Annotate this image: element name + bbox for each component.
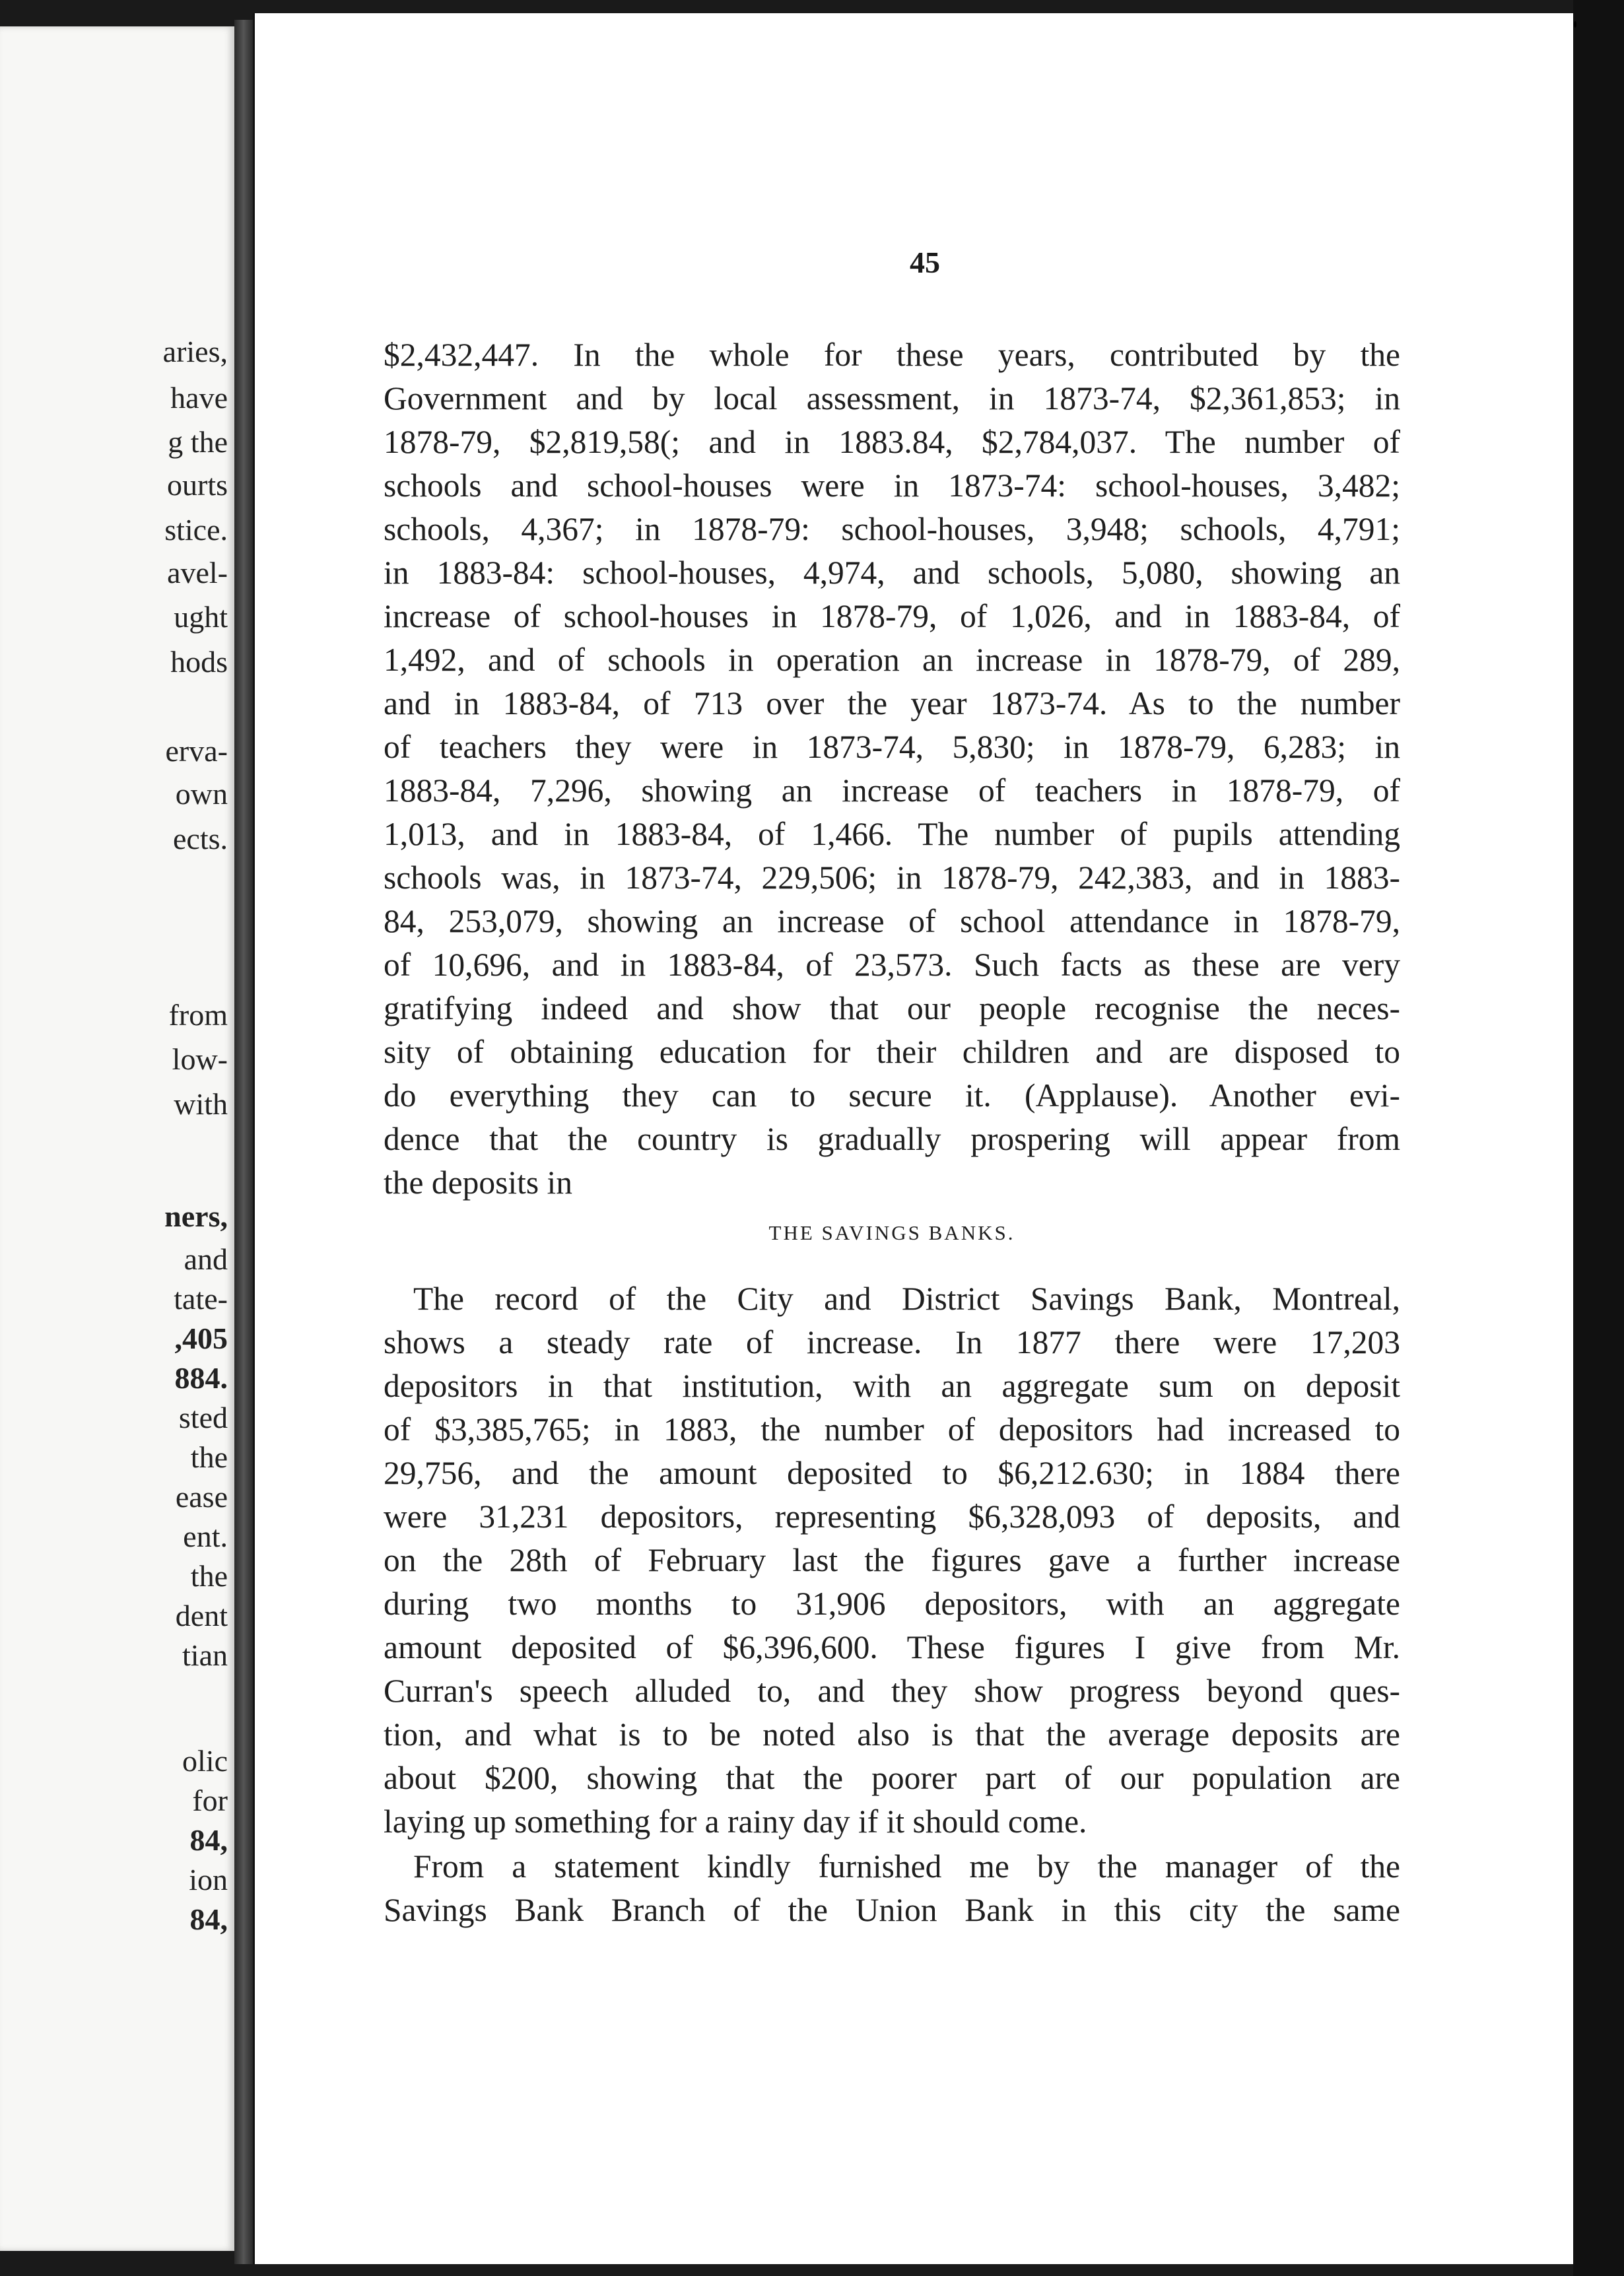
facing-page-fragment: from (168, 998, 228, 1032)
text-line: in 1883-84: school-houses, 4,974, and schools, 5,080, showing an (384, 554, 1400, 591)
facing-page-fragment: low- (172, 1042, 228, 1076)
text-line: schools, 4,367; in 1878-79: school-houses, 3,948; schools, 4,791; (384, 511, 1400, 547)
page (253, 13, 1573, 2264)
facing-page-fragment: ,405 (174, 1322, 228, 1355)
facing-page-fragment: ners, (164, 1199, 228, 1233)
facing-page-fragment: stice. (164, 513, 228, 547)
text-line: amount deposited of $6,396,600. These figures I give from Mr. (384, 1629, 1400, 1665)
facing-page-fragment: tate- (174, 1282, 228, 1316)
text-line: Government and by local assessment, in 1873-74, $2,361,853; in (384, 380, 1400, 417)
facing-page (0, 26, 234, 2251)
text-line: 1878-79, $2,819,58(; and in 1883.84, $2,784,037. The number of (384, 424, 1400, 460)
text-line: were 31,231 depositors, representing $6,328,093 of deposits, and (384, 1498, 1400, 1535)
text-line: dence that the country is gradually prospering will appear from (384, 1121, 1400, 1157)
facing-page-fragment: olic (182, 1744, 228, 1778)
facing-page-fragment: 84, (189, 1823, 228, 1857)
text-line: 1883-84, 7,296, showing an increase of teachers in 1878-79, of (384, 772, 1400, 809)
facing-page-text (0, 26, 234, 2251)
text-line: 1,013, and in 1883-84, of 1,466. The number of pupils attending (384, 816, 1400, 852)
paragraph-union-bank (384, 1845, 1400, 1932)
paragraph-savings-banks (384, 1277, 1400, 1844)
facing-page-fragment: erva- (165, 734, 228, 768)
scan-border (1573, 0, 1624, 2276)
facing-page-fragment: have (170, 381, 228, 415)
text-line: sity of obtaining education for their children and are disposed to (384, 1034, 1400, 1070)
facing-page-fragment: hods (170, 645, 228, 679)
text-line: 1,492, and of schools in operation an increase in 1878-79, of 289, (384, 642, 1400, 678)
text-line: of 10,696, and in 1883-84, of 23,573. Such facts as these are very (384, 947, 1400, 983)
text-line: about $200, showing that the poorer part of our population are (384, 1760, 1400, 1796)
book-gutter (234, 20, 253, 2264)
facing-page-fragment: avel- (167, 556, 228, 589)
text-line: $2,432,447. In the whole for these years, contributed by the (384, 337, 1400, 373)
facing-page-fragment: own (175, 777, 228, 811)
facing-page-fragment: the (190, 1559, 228, 1593)
scan-speck (1574, 21, 1576, 28)
text-line: 29,756, and the amount deposited to $6,212.630; in 1884 there (384, 1455, 1400, 1491)
text-line: increase of school-houses in 1878-79, of 1,026, and in 1883-84, of (384, 598, 1400, 634)
facing-page-fragment: ent. (183, 1520, 228, 1553)
facing-page-fragment: aries, (162, 335, 228, 368)
text-line: Curran's speech alluded to, and they show progress beyond ques- (384, 1673, 1400, 1709)
facing-page-fragment: ourts (167, 468, 228, 502)
text-line: gratifying indeed and show that our people recognise the neces- (384, 990, 1400, 1026)
facing-page-fragment: with (174, 1087, 228, 1121)
section-heading: THE SAVINGS BANKS. (768, 1221, 1015, 1244)
text-line: during two months to 31,906 depositors, with an aggregate (384, 1586, 1400, 1622)
facing-page-fragment: ects. (172, 822, 228, 855)
facing-page-fragment: ion (189, 1863, 228, 1896)
facing-page-fragment: g the (168, 425, 228, 459)
text-line: tion, and what is to be noted also is that the average deposits are (384, 1716, 1400, 1753)
text-line: the deposits in (384, 1164, 572, 1201)
facing-page-fragment: 84, (189, 1902, 228, 1936)
text-line: shows a steady rate of increase. In 1877 there were 17,203 (384, 1324, 1400, 1360)
text-line: schools was, in 1873-74, 229,506; in 1878-79, 242,383, and in 1883- (384, 859, 1400, 896)
facing-page-fragment: for (192, 1784, 228, 1817)
page-number: 45 (910, 246, 940, 279)
text-line: 84, 253,079, showing an increase of school attendance in 1878-79, (384, 903, 1400, 939)
facing-page-fragment: and (184, 1242, 228, 1276)
facing-page-fragment: ught (174, 600, 228, 634)
facing-page-fragment: 884. (174, 1361, 228, 1395)
text-line: and in 1883-84, of 713 over the year 1873-74. As to the number (384, 685, 1400, 721)
facing-page-fragment: sted (178, 1401, 228, 1434)
paragraph-education (384, 333, 1400, 1205)
text-line: depositors in that institution, with an aggregate sum on deposit (384, 1368, 1400, 1404)
text-line: laying up something for a rainy day if it should come. (384, 1803, 1087, 1840)
text-line: of teachers they were in 1873-74, 5,830; in 1878-79, 6,283; in (384, 729, 1400, 765)
text-line: The record of the City and District Savings Bank, Montreal, (413, 1281, 1400, 1317)
text-line: From a statement kindly furnished me by the manager of the (413, 1848, 1400, 1885)
text-line: do everything they can to secure it. (Applause). Another evi- (384, 1077, 1400, 1114)
text-line: on the 28th of February last the figures gave a further increase (384, 1542, 1400, 1578)
facing-page-fragment: ease (175, 1480, 228, 1514)
text-line: schools and school-houses were in 1873-74: school-houses, 3,482; (384, 467, 1400, 504)
facing-page-fragment: dent (175, 1599, 228, 1632)
facing-page-fragment: tian (182, 1638, 228, 1672)
text-line: Savings Bank Branch of the Union Bank in this city the same (384, 1892, 1400, 1928)
text-line: of $3,385,765; in 1883, the number of depositors had increased to (384, 1411, 1400, 1448)
facing-page-fragment: the (190, 1440, 228, 1474)
